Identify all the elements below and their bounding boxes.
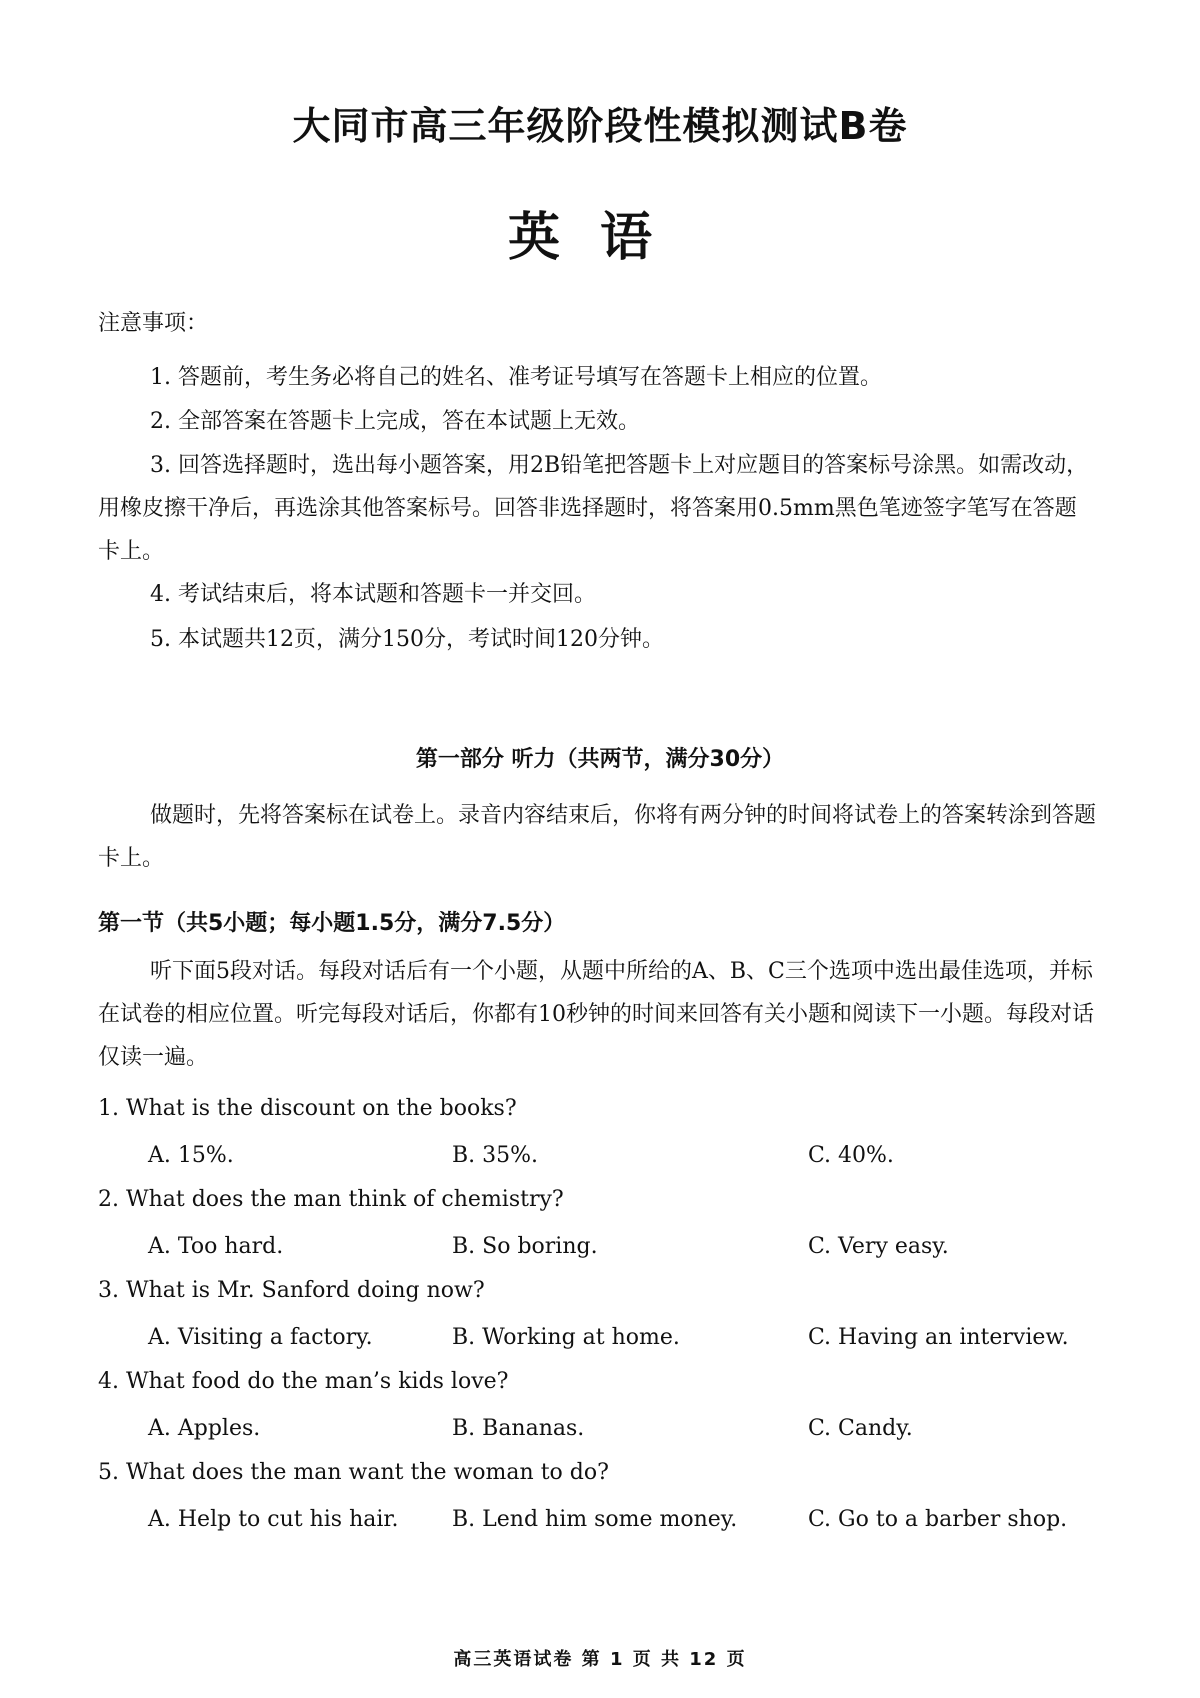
note-item: 5. 本试题共12页，满分150分，考试时间120分钟。 <box>150 627 664 652</box>
question-stem: 5. What does the man want the woman to do? <box>98 1460 609 1485</box>
option-c: C. Go to a barber shop. <box>808 1507 1068 1532</box>
question-stem: 2. What does the man think of chemistry? <box>98 1187 564 1212</box>
option-a: A. Too hard. <box>148 1234 284 1259</box>
option-a: A. Apples. <box>148 1416 261 1441</box>
option-a: A. 15%. <box>148 1143 234 1168</box>
option-c: C. Having an interview. <box>808 1325 1069 1350</box>
option-b: B. Lend him some money. <box>452 1507 738 1532</box>
option-b: B. Working at home. <box>452 1325 680 1350</box>
option-a: A. Help to cut his hair. <box>148 1507 399 1532</box>
page-footer: 高三英语试卷 第 1 页 共 12 页 <box>453 1649 747 1670</box>
question-stem: 1. What is the discount on the books? <box>98 1096 517 1121</box>
note-item: 2. 全部答案在答题卡上完成，答在本试题上无效。 <box>150 409 640 434</box>
section-one-title: 第一节（共5小题；每小题1.5分，满分7.5分） <box>98 911 566 936</box>
option-b: B. 35%. <box>452 1143 539 1168</box>
option-c: C. Candy. <box>808 1416 913 1441</box>
option-a: A. Visiting a factory. <box>148 1325 373 1350</box>
note-item: 1. 答题前，考生务必将自己的姓名、准考证号填写在答题卡上相应的位置。 <box>150 365 882 390</box>
section-one-instruction: 听下面5段对话。每段对话后有一个小题，从题中所给的A、B、C三个选项中选出最佳选项，并标在试卷的相应位置。听完每段对话后，你都有10秒钟的时间来回答有关小题和阅读下一小题。每段对话仅读一遍。 <box>98 959 1094 1070</box>
part-one-title: 第一部分 听力（共两节，满分30分） <box>415 747 785 772</box>
part-one-instruction: 做题时，先将答案标在试卷上。录音内容结束后，你将有两分钟的时间将试卷上的答案转涂到答题卡上。 <box>98 803 1097 871</box>
option-c: C. Very easy. <box>808 1234 949 1259</box>
option-b: B. So boring. <box>452 1234 598 1259</box>
option-b: B. Bananas. <box>452 1416 585 1441</box>
notes-heading: 注意事项： <box>98 311 209 336</box>
question-stem: 4. What food do the man’s kids love? <box>98 1369 509 1394</box>
subject-title: 英语 <box>507 208 692 268</box>
question-stem: 3. What is Mr. Sanford doing now? <box>98 1278 485 1303</box>
exam-title: 大同市高三年级阶段性模拟测试B卷 <box>292 104 908 148</box>
note-item: 4. 考试结束后，将本试题和答题卡一并交回。 <box>150 582 596 607</box>
option-c: C. 40%. <box>808 1143 894 1168</box>
note-item: 3. 回答选择题时，选出每小题答案，用2B铅笔把答题卡上对应题目的答案标号涂黑。如需改动，用橡皮擦干净后，再选涂其他答案标号。回答非选择题时，将答案用0.5mm黑色笔迹签字笔写在答题卡上。 <box>98 453 1089 564</box>
